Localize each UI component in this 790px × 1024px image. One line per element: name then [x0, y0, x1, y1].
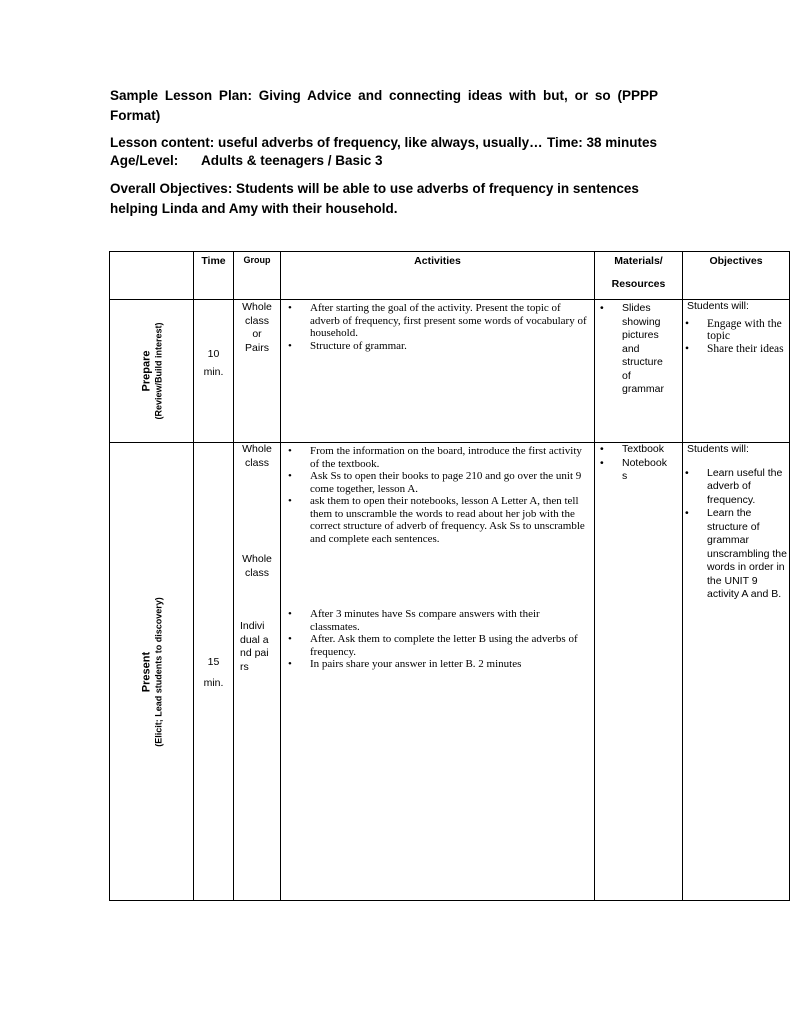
- list-item: • After starting the goal of the activity. Present the topic of adverb of frequency, first present some words of vocabulary of household.: [288, 302, 587, 339]
- list-item: • From the information on the board, introduce the first activity of the textbook.: [288, 445, 582, 470]
- stage-subtitle: (Elicit; Lead students to discovery): [153, 596, 163, 747]
- list-item: • ask them to open their notebooks, lesson A Letter A, then tell them to unscramble the words to read about her job with the correct structure of adverb of frequency. Ask Ss to unscramble and complete each sentences.: [288, 495, 585, 545]
- lesson-content-line: [110, 133, 658, 153]
- stage-cell-present: [110, 443, 194, 901]
- time-cell: [194, 443, 234, 901]
- objectives-lead: Students will:: [687, 300, 749, 312]
- time-value: 15: [207, 656, 220, 668]
- group-label: Individual and pairs: [240, 620, 269, 673]
- stage-subtitle: (Review/Build interest): [153, 322, 163, 420]
- objectives-cell: [683, 443, 790, 901]
- list-item: • Learn the structure of grammar unscrambling the words in order in the UNIT 9 activity A and B.: [685, 507, 787, 600]
- lesson-plan-table: [109, 251, 790, 901]
- list-item: • Share their ideas: [685, 342, 784, 355]
- activities-header: Activities: [281, 252, 595, 300]
- list-item: • After. Ask them to complete the letter B using the adverbs of frequency.: [288, 633, 578, 658]
- document-title: Sample Lesson Plan: Giving Advice and connecting ideas with but, or so (PPPP Format): [110, 88, 658, 123]
- stage-name: Prepare: [140, 350, 152, 392]
- lesson-time: Time: 38 minutes: [547, 135, 658, 150]
- list-item: • After 3 minutes have Ss compare answers with their classmates.: [288, 608, 540, 633]
- list-item: • Engage with the topic: [685, 317, 782, 342]
- activities-cell: [281, 300, 595, 443]
- list-item: • Slides showing pictures and structure of grammar: [600, 302, 665, 395]
- table-row: [110, 300, 790, 443]
- group-cell: [234, 443, 281, 901]
- overall-objectives: Overall Objectives: Students will be able to use adverbs of frequency in sentences helping Linda and Amy with their household.: [110, 181, 639, 216]
- objectives-header: Objectives: [683, 252, 790, 300]
- group-label: Whole class: [242, 553, 272, 579]
- list-item: • In pairs share your answer in letter B. 2 minutes: [288, 658, 522, 670]
- time-cell: [194, 300, 234, 443]
- list-item: • Learn useful the adverb of frequency.: [685, 466, 783, 506]
- table-row: [110, 443, 790, 901]
- stage-name: Present: [140, 651, 152, 692]
- group-header: Group: [234, 252, 281, 300]
- objectives-cell: [683, 300, 790, 443]
- list-item: • Notebooks: [600, 456, 667, 482]
- stage-cell-prepare: [110, 300, 194, 443]
- materials-header: Materials/ Resources: [595, 252, 683, 300]
- materials-cell: [595, 300, 683, 443]
- group-label: Whole class or Pairs: [242, 301, 272, 354]
- age-level-value: Adults & teenagers / Basic 3: [201, 153, 383, 168]
- table-header-row: [110, 252, 790, 300]
- group-label: Whole class: [242, 443, 272, 469]
- time-unit: min.: [203, 676, 224, 689]
- stage-header-cell: [110, 252, 194, 300]
- list-item: • Textbook: [600, 443, 665, 455]
- age-level-label: Age/Level:: [110, 153, 179, 168]
- materials-cell: [595, 443, 683, 901]
- activities-cell: [281, 443, 595, 901]
- list-item: • Ask Ss to open their books to page 210 and go over the unit 9 come together, lesson A.: [288, 470, 582, 495]
- list-item: • Structure of grammar.: [288, 339, 407, 352]
- objectives-lead: Students will:: [687, 443, 749, 455]
- time-unit: min.: [203, 365, 224, 378]
- lesson-content: Lesson content: useful adverbs of frequency, like always, usually…: [110, 135, 543, 150]
- age-level-line: [110, 151, 658, 171]
- time-value: 10: [207, 348, 220, 360]
- time-header: Time: [194, 252, 234, 300]
- group-cell: [234, 300, 281, 443]
